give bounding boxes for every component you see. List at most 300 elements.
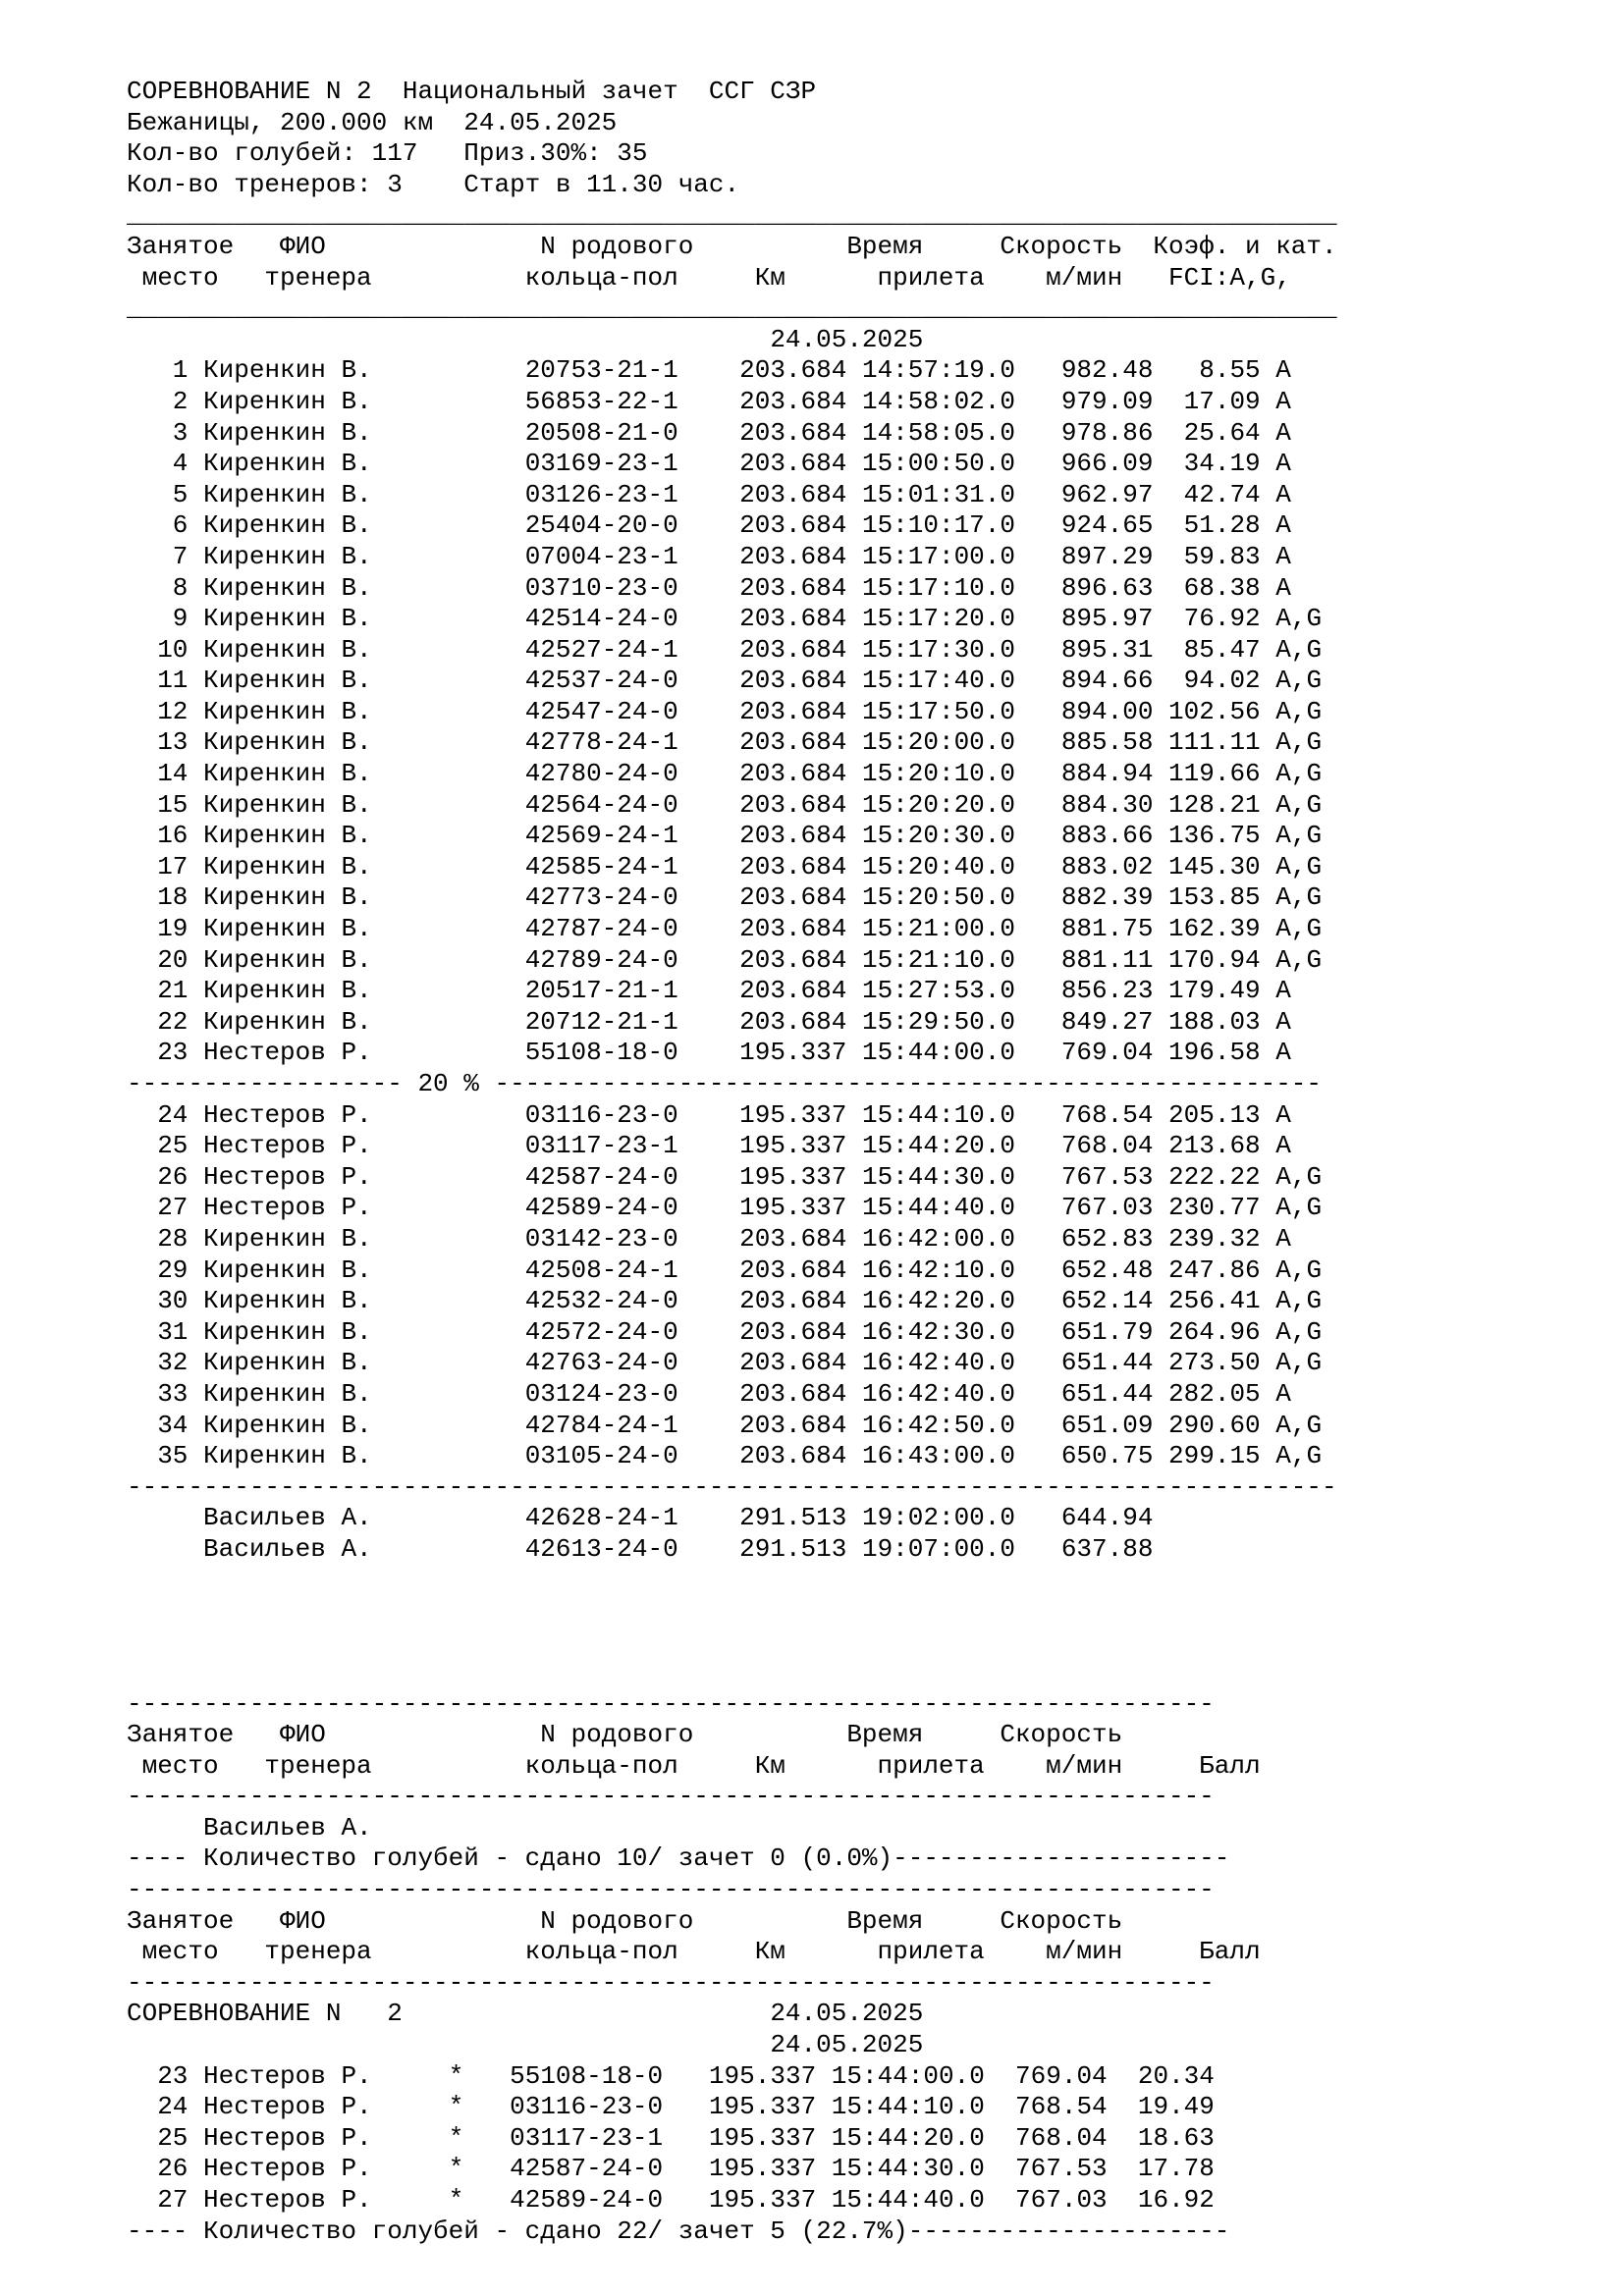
ring-cell: 42784-24-1: [524, 1410, 678, 1440]
category-cell: A,G: [1275, 727, 1323, 758]
category-cell: A,G: [1275, 944, 1323, 975]
place-cell: 27: [127, 1193, 189, 1223]
speed-cell: 881.11: [1060, 944, 1154, 975]
ring-cell: 20712-21-1: [524, 1006, 678, 1037]
category-cell: A,G: [1275, 821, 1323, 851]
place-cell: 5: [127, 479, 189, 509]
table-row: [127, 882, 1337, 914]
score-cell: 20.34: [1137, 2060, 1215, 2091]
arrival-cell: 15:17:50.0: [861, 696, 1015, 726]
mark-cell: *: [448, 2092, 464, 2122]
arrival-cell: 15:20:40.0: [861, 851, 1015, 881]
competition-title: СОРЕВНОВАНИЕ N 2: [127, 1999, 403, 2029]
category-cell: A: [1275, 1223, 1323, 1254]
trainer-cell: Киренкин В.: [203, 696, 525, 726]
category-cell: A: [1275, 355, 1323, 386]
distance-cell: 203.684: [739, 1223, 847, 1254]
column-header: Занятое ФИО N родового Время Скорость Коэф. и кат.: [127, 231, 1337, 261]
place-cell: 8: [127, 572, 189, 603]
ring-cell: 03169-23-1: [524, 449, 678, 479]
ring-cell: 42532-24-0: [524, 1286, 678, 1316]
trainer-cell: Киренкин В.: [203, 1441, 525, 1471]
trainer-cell: Киренкин В.: [203, 355, 525, 386]
count-line: ---- Количество голубей - сдано 22/ зачет 5 (22.7%)---------------------: [127, 2216, 1230, 2246]
arrival-cell: 15:17:40.0: [861, 666, 1015, 696]
place-cell: 17: [127, 851, 189, 881]
ring-cell: 07004-23-1: [524, 541, 678, 571]
arrival-cell: 16:43:00.0: [861, 1441, 1015, 1471]
trainer-cell: Киренкин В.: [203, 914, 525, 944]
place-cell: 21: [127, 976, 189, 1006]
summary-row: [127, 2061, 1337, 2093]
distance-cell: 195.337: [739, 1099, 847, 1130]
trainer-cell: Нестеров Р.: [203, 1193, 525, 1223]
category-cell: A,G: [1275, 1193, 1323, 1223]
arrival-cell: 15:17:00.0: [861, 541, 1015, 571]
distance-cell: 203.684: [739, 882, 847, 913]
arrival-cell: 15:44:30.0: [831, 2154, 985, 2184]
table-row: [127, 976, 1337, 1007]
table-row: [127, 1255, 1337, 1287]
coefficient-cell: 76.92: [1168, 604, 1261, 634]
results-top: [127, 355, 1337, 1069]
ring-cell: 42787-24-0: [524, 914, 678, 944]
count-line: ---- Количество голубей - сдано 10/ зачет 0 (0.0%)----------------------: [127, 1843, 1230, 1874]
speed-cell: 767.53: [1060, 1161, 1154, 1192]
trainer-cell: Киренкин В.: [203, 944, 525, 975]
coefficient-cell: 222.22: [1168, 1161, 1261, 1192]
distance-cell: 203.684: [739, 572, 847, 603]
coefficient-cell: 239.32: [1168, 1223, 1261, 1254]
distance-cell: 203.684: [739, 1006, 847, 1037]
category-cell: A,G: [1275, 1316, 1323, 1347]
category-cell: A,G: [1275, 1255, 1323, 1285]
distance-cell: 203.684: [739, 1286, 847, 1316]
arrival-cell: 15:20:50.0: [861, 882, 1015, 913]
distance-cell: 203.684: [739, 1316, 847, 1347]
table-row: [127, 1379, 1337, 1411]
speed-cell: 882.39: [1060, 882, 1154, 913]
place-cell: 1: [127, 355, 189, 386]
table-row: [127, 449, 1337, 480]
table-row: [127, 1162, 1337, 1194]
results-bottom: [127, 1100, 1337, 1472]
table-row: [127, 790, 1337, 822]
trainer-cell: Нестеров Р.: [203, 2060, 372, 2091]
arrival-cell: 14:58:02.0: [861, 386, 1015, 416]
speed-cell: 982.48: [1060, 355, 1154, 386]
table-row: [127, 1411, 1337, 1442]
arrival-cell: 15:21:10.0: [861, 944, 1015, 975]
distance-cell: 203.684: [739, 541, 847, 571]
table-row: [127, 1038, 1337, 1069]
trainer-cell: Киренкин В.: [203, 510, 525, 541]
distance-cell: 195.337: [708, 2060, 817, 2091]
ring-cell: 42527-24-1: [524, 634, 678, 665]
ring-cell: 42628-24-1: [524, 1503, 678, 1533]
coefficient-cell: 264.96: [1168, 1316, 1261, 1347]
place-cell: 31: [127, 1316, 189, 1347]
speed-cell: 849.27: [1060, 1006, 1154, 1037]
category-cell: A,G: [1275, 789, 1323, 820]
speed-cell: 884.94: [1060, 759, 1154, 789]
ring-cell: 20753-21-1: [524, 355, 678, 386]
header-line: Бежаницы, 200.000 км 24.05.2025: [127, 107, 618, 137]
speed-cell: 962.97: [1060, 479, 1154, 509]
place-cell: 13: [127, 727, 189, 758]
category-cell: A: [1275, 541, 1323, 571]
coefficient-cell: 128.21: [1168, 789, 1261, 820]
speed-cell: 895.31: [1060, 634, 1154, 665]
coefficient-cell: 205.13: [1168, 1099, 1261, 1130]
coefficient-cell: 17.09: [1168, 386, 1261, 416]
ring-cell: 42564-24-0: [524, 789, 678, 820]
table-row: [127, 542, 1337, 573]
ring-cell: 55108-18-0: [524, 1038, 678, 1068]
speed-cell: 652.14: [1060, 1286, 1154, 1316]
arrival-cell: 15:17:10.0: [861, 572, 1015, 603]
speed-cell: 651.79: [1060, 1316, 1154, 1347]
ring-cell: 42780-24-0: [524, 759, 678, 789]
place-cell: 25: [127, 1131, 189, 1161]
place-cell: [127, 1534, 188, 1564]
place-cell: 30: [127, 1286, 189, 1316]
mark-cell: *: [448, 2154, 464, 2184]
summary-date-line: [127, 2030, 1337, 2061]
place-cell: 4: [127, 449, 189, 479]
speed-cell: 895.97: [1060, 604, 1154, 634]
speed-cell: 769.04: [1015, 2060, 1108, 2091]
ring-cell: 42537-24-0: [524, 666, 678, 696]
place-cell: 12: [127, 696, 189, 726]
trainer-cell: Нестеров Р.: [203, 2185, 372, 2215]
category-cell: A: [1275, 1131, 1323, 1161]
speed-cell: 881.75: [1060, 914, 1154, 944]
distance-cell: 203.684: [739, 386, 847, 416]
ring-cell: 55108-18-0: [510, 2060, 664, 2091]
trainer-cell: Киренкин В.: [203, 976, 525, 1006]
distance-cell: 203.684: [739, 510, 847, 541]
speed-cell: 767.53: [1015, 2154, 1108, 2184]
category-cell: A,G: [1275, 1410, 1323, 1440]
category-cell: A,G: [1275, 1348, 1323, 1378]
category-cell: A: [1275, 449, 1323, 479]
category-cell: A: [1275, 510, 1323, 541]
table-row: [127, 1286, 1337, 1317]
ring-cell: 42789-24-0: [524, 944, 678, 975]
arrival-cell: 15:44:20.0: [861, 1131, 1015, 1161]
coefficient-cell: 136.75: [1168, 821, 1261, 851]
trainer-cell: Киренкин В.: [203, 479, 525, 509]
score-cell: 18.63: [1137, 2122, 1215, 2153]
mark-cell: *: [448, 2185, 464, 2215]
summary-rows: [127, 2061, 1337, 2216]
category-cell: A,G: [1275, 1441, 1323, 1471]
arrival-cell: 16:42:00.0: [861, 1223, 1015, 1254]
table-row: [127, 914, 1337, 945]
speed-cell: 644.94: [1060, 1503, 1154, 1533]
coefficient-cell: 230.77: [1168, 1193, 1261, 1223]
distance-cell: 203.684: [739, 789, 847, 820]
table-row: [127, 1100, 1337, 1132]
arrival-cell: 15:21:00.0: [861, 914, 1015, 944]
ring-cell: 42587-24-0: [524, 1161, 678, 1192]
distance-cell: 195.337: [739, 1193, 847, 1223]
trainer-cell: Киренкин В.: [203, 604, 525, 634]
category-cell: A,G: [1275, 696, 1323, 726]
speed-cell: 652.48: [1060, 1255, 1154, 1285]
distance-cell: 291.513: [739, 1533, 847, 1564]
arrival-cell: 15:20:10.0: [861, 759, 1015, 789]
coefficient-cell: 102.56: [1168, 696, 1261, 726]
place-cell: 15: [127, 789, 189, 820]
rule-line: -------------------------------------------------------------------------------: [127, 1471, 1337, 1502]
speed-cell: 768.54: [1015, 2092, 1108, 2122]
ring-cell: 03117-23-1: [510, 2122, 664, 2153]
speed-cell: 966.09: [1060, 449, 1154, 479]
coefficient-cell: 34.19: [1168, 449, 1261, 479]
coefficient-cell: 25.64: [1168, 417, 1261, 448]
speed-cell: 856.23: [1060, 976, 1154, 1006]
trainer-cell: Киренкин В.: [203, 417, 525, 448]
arrival-cell: 15:10:17.0: [861, 510, 1015, 541]
arrival-cell: 15:29:50.0: [861, 1006, 1015, 1037]
ring-cell: 20517-21-1: [524, 976, 678, 1006]
coefficient-cell: 68.38: [1168, 572, 1261, 603]
summary-column-header: место тренера кольца-пол Км прилета м/мин Балл: [127, 1750, 1261, 1781]
category-cell: A: [1275, 1006, 1323, 1037]
summary-date: 24.05.2025: [770, 1999, 924, 2029]
distance-cell: 203.684: [739, 851, 847, 881]
trainer-cell: Киренкин В.: [203, 1348, 525, 1378]
place-cell: 35: [127, 1441, 189, 1471]
distance-cell: 195.337: [739, 1038, 847, 1068]
ring-cell: 42585-24-1: [524, 851, 678, 881]
category-cell: A,G: [1275, 604, 1323, 634]
place-cell: 9: [127, 604, 189, 634]
trainer-cell: Киренкин В.: [203, 541, 525, 571]
category-cell: A,G: [1275, 1161, 1323, 1192]
rule-line: -----------------------------------------------------------------------: [127, 1782, 1215, 1812]
distance-cell: 195.337: [739, 1131, 847, 1161]
place-cell: 19: [127, 914, 189, 944]
distance-cell: 195.337: [708, 2185, 817, 2215]
arrival-cell: 14:58:05.0: [861, 417, 1015, 448]
category-cell: A: [1275, 1378, 1323, 1409]
arrival-cell: 15:01:31.0: [861, 479, 1015, 509]
ring-cell: 56853-22-1: [524, 386, 678, 416]
coefficient-cell: 247.86: [1168, 1255, 1261, 1285]
coefficient-cell: 51.28: [1168, 510, 1261, 541]
ring-cell: 03124-23-0: [524, 1378, 678, 1409]
arrival-cell: 15:20:30.0: [861, 821, 1015, 851]
coefficient-cell: 282.05: [1168, 1378, 1261, 1409]
distance-cell: 203.684: [739, 355, 847, 386]
category-cell: [1275, 1503, 1322, 1532]
arrival-cell: 15:44:10.0: [861, 1099, 1015, 1130]
table-row: [127, 852, 1337, 883]
ring-cell: 03105-24-0: [524, 1441, 678, 1471]
place-cell: 23: [127, 2060, 189, 2091]
category-cell: A: [1275, 1038, 1323, 1068]
coefficient-cell: 170.94: [1168, 944, 1261, 975]
ring-cell: 03710-23-0: [524, 572, 678, 603]
ring-cell: 03142-23-0: [524, 1223, 678, 1254]
ring-cell: 42587-24-0: [510, 2154, 664, 2184]
rule-line: _______________________________________________________________________________: [127, 294, 1337, 324]
arrival-cell: 19:02:00.0: [861, 1503, 1015, 1533]
coefficient-cell: 290.60: [1168, 1410, 1261, 1440]
arrival-cell: 16:42:40.0: [861, 1378, 1015, 1409]
report-header: [127, 77, 1337, 200]
category-cell: A,G: [1275, 882, 1323, 913]
distance-cell: 203.684: [739, 666, 847, 696]
rule-line: -----------------------------------------------------------------------: [127, 1688, 1215, 1719]
summary-row: [127, 2123, 1337, 2155]
arrival-cell: 16:42:50.0: [861, 1410, 1015, 1440]
category-cell: A: [1275, 976, 1323, 1006]
table-row: [127, 1224, 1337, 1255]
distance-cell: 203.684: [739, 417, 847, 448]
column-header: место тренера кольца-пол Км прилета м/мин FCI:A,G,: [127, 262, 1291, 293]
coefficient-cell: 213.68: [1168, 1131, 1261, 1161]
coefficient-cell: 179.49: [1168, 976, 1261, 1006]
coefficient-cell: 162.39: [1168, 914, 1261, 944]
speed-cell: 978.86: [1060, 417, 1154, 448]
distance-cell: 203.684: [739, 634, 847, 665]
ring-cell: 42572-24-0: [524, 1316, 678, 1347]
table-row: [127, 727, 1337, 759]
category-cell: A: [1275, 572, 1323, 603]
ring-cell: 42778-24-1: [524, 727, 678, 758]
table-row: [127, 666, 1337, 697]
coefficient-cell: 256.41: [1168, 1286, 1261, 1316]
coefficient-cell: 273.50: [1168, 1348, 1261, 1378]
speed-cell: 651.09: [1060, 1410, 1154, 1440]
trainer-cell: Нестеров Р.: [203, 2154, 372, 2184]
trainer-cell: Васильев А.: [203, 1503, 525, 1533]
distance-cell: 203.684: [739, 604, 847, 634]
coefficient-cell: 196.58: [1168, 1038, 1261, 1068]
distance-cell: 195.337: [739, 1161, 847, 1192]
place-cell: 16: [127, 821, 189, 851]
table-row: [127, 1131, 1337, 1162]
arrival-cell: 15:44:20.0: [831, 2122, 985, 2153]
speed-cell: 768.54: [1060, 1099, 1154, 1130]
coefficient-cell: 111.11: [1168, 727, 1261, 758]
table-row: [127, 759, 1337, 790]
table-row: [127, 1503, 1337, 1534]
category-cell: A: [1275, 417, 1323, 448]
table-row: [127, 480, 1337, 511]
distance-cell: 203.684: [739, 449, 847, 479]
speed-cell: 883.66: [1060, 821, 1154, 851]
table-row: [127, 1317, 1337, 1349]
category-cell: [1275, 1534, 1322, 1564]
ring-cell: 42569-24-1: [524, 821, 678, 851]
table-date: 24.05.2025: [770, 324, 924, 354]
arrival-cell: 15:27:53.0: [861, 976, 1015, 1006]
place-cell: 26: [127, 1161, 189, 1192]
distance-cell: 195.337: [708, 2092, 817, 2122]
score-cell: 19.49: [1137, 2092, 1215, 2122]
place-cell: 3: [127, 417, 189, 448]
distance-cell: 203.684: [739, 759, 847, 789]
ring-cell: 42547-24-0: [524, 696, 678, 726]
coefficient-cell: [1168, 1503, 1261, 1532]
speed-cell: 885.58: [1060, 727, 1154, 758]
trainer-cell: Киренкин В.: [203, 634, 525, 665]
speed-cell: 897.29: [1060, 541, 1154, 571]
place-cell: 11: [127, 666, 189, 696]
rule-line: -----------------------------------------------------------------------: [127, 1967, 1215, 1998]
speed-cell: 637.88: [1060, 1533, 1154, 1564]
place-cell: 28: [127, 1223, 189, 1254]
ring-cell: 42589-24-0: [524, 1193, 678, 1223]
place-cell: 26: [127, 2154, 189, 2184]
distance-cell: 203.684: [739, 696, 847, 726]
arrival-cell: 15:44:00.0: [831, 2060, 985, 2091]
distance-cell: 203.684: [739, 1378, 847, 1409]
coefficient-cell: 8.55: [1168, 355, 1261, 386]
speed-cell: 650.75: [1060, 1441, 1154, 1471]
place-cell: 25: [127, 2122, 189, 2153]
ring-cell: 20508-21-0: [524, 417, 678, 448]
category-cell: A,G: [1275, 914, 1323, 944]
table-row: [127, 1007, 1337, 1039]
speed-cell: 652.83: [1060, 1223, 1154, 1254]
trainer-cell: Нестеров Р.: [203, 2122, 372, 2153]
table-date-line: [127, 325, 1337, 356]
summary-column-header: Занятое ФИО N родового Время Скорость: [127, 1720, 1123, 1750]
arrival-cell: 16:42:40.0: [861, 1348, 1015, 1378]
header-line: СОРЕВНОВАНИЕ N 2 Национальный зачет ССГ СЗР: [127, 77, 817, 106]
arrival-cell: 15:44:40.0: [831, 2185, 985, 2215]
arrival-cell: 15:44:00.0: [861, 1038, 1015, 1068]
coefficient-cell: 59.83: [1168, 541, 1261, 571]
table-row: [127, 510, 1337, 542]
coefficient-cell: 94.02: [1168, 666, 1261, 696]
arrival-cell: 15:17:20.0: [861, 604, 1015, 634]
competition-line: [127, 1999, 1337, 2030]
race-report: [127, 77, 1337, 2247]
ring-cell: 42763-24-0: [524, 1348, 678, 1378]
place-cell: 24: [127, 2092, 189, 2122]
percent-separator: ------------------ 20 % ------------------------------------------------------: [127, 1069, 1323, 1098]
trainer-cell: Киренкин В.: [203, 666, 525, 696]
header-line: Кол-во голубей: 117 Приз.30%: 35: [127, 138, 648, 169]
ring-cell: 42508-24-1: [524, 1255, 678, 1285]
table-row: [127, 418, 1337, 450]
trainer-cell: Нестеров Р.: [203, 1038, 525, 1068]
percent-label: 20 %: [417, 1069, 479, 1098]
summary-column-header: место тренера кольца-пол Км прилета м/мин Балл: [127, 1937, 1261, 1967]
rule-line: _______________________________________________________________________________: [127, 200, 1337, 231]
place-cell: 7: [127, 541, 189, 571]
category-cell: A: [1275, 479, 1323, 509]
speed-cell: 924.65: [1060, 510, 1154, 541]
coefficient-cell: 153.85: [1168, 882, 1261, 913]
trainer-cell: Киренкин В.: [203, 789, 525, 820]
arrival-cell: 16:42:20.0: [861, 1286, 1015, 1316]
category-cell: A: [1275, 1099, 1323, 1130]
arrival-cell: 15:20:00.0: [861, 727, 1015, 758]
table-row: [127, 573, 1337, 605]
table-row: [127, 604, 1337, 635]
table-row: [127, 355, 1337, 387]
ring-cell: 42773-24-0: [524, 882, 678, 913]
ring-cell: 03116-23-0: [510, 2092, 664, 2122]
